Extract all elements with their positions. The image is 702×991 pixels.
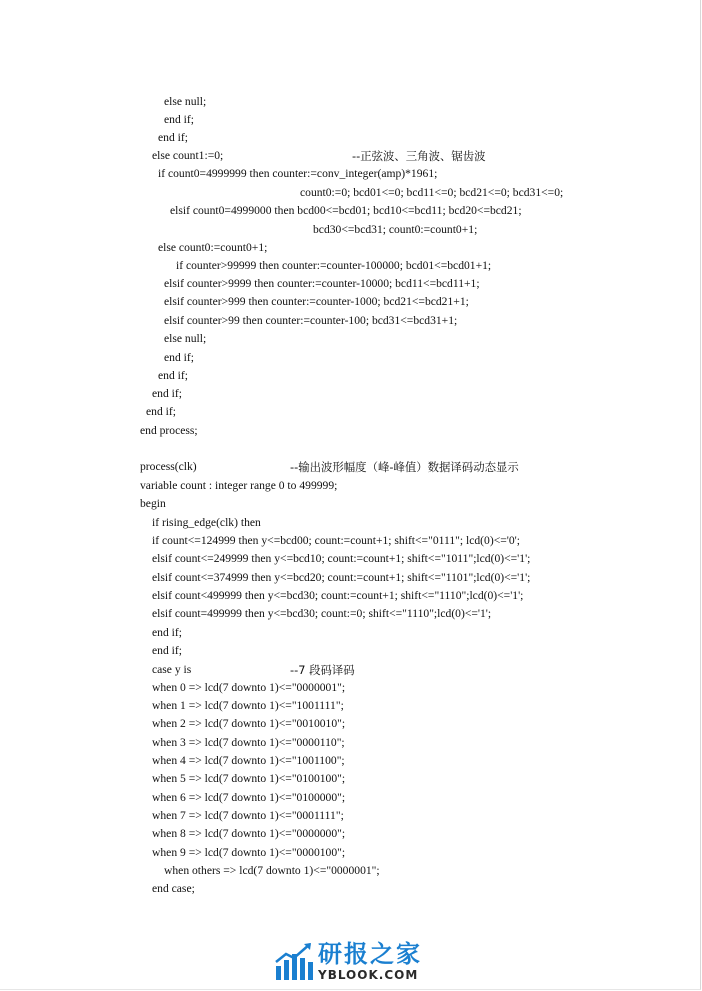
code-line: variable count : integer range 0 to 499999;: [140, 479, 338, 492]
code-line: elsif counter>9999 then counter:=counter-10000; bcd11<=bcd11+1;: [164, 277, 480, 290]
code-line: elsif count=499999 then y<=bcd30; count:=0; shift<="1110";lcd(0)<='1';: [152, 607, 492, 620]
code-line: end if;: [158, 369, 188, 382]
code-line: end if;: [146, 405, 176, 418]
code-line: end if;: [164, 351, 194, 364]
code-line: when 4 => lcd(7 downto 1)<="1001100";: [152, 754, 345, 767]
code-line: else null;: [164, 95, 207, 108]
code-line: else null;: [164, 332, 207, 345]
code-line: case y is --7 段码译码: [152, 663, 355, 677]
code-line: else count1:=0; --正弦波、三角波、锯齿波: [152, 149, 486, 163]
code-line: end if;: [158, 131, 188, 144]
code-line: when 2 => lcd(7 downto 1)<="0010010";: [152, 717, 346, 730]
code-comment: --7 段码译码: [290, 663, 355, 677]
code-line: end if;: [152, 387, 182, 400]
bar-chart-logo-icon: [274, 942, 316, 982]
code-line: elsif counter>999 then counter:=counter-1000; bcd21<=bcd21+1;: [164, 295, 469, 308]
code-line: elsif count<499999 then y<=bcd30; count:=count+1; shift<="1110";lcd(0)<='1';: [152, 589, 524, 602]
code-comment: --正弦波、三角波、锯齿波: [352, 149, 486, 163]
code-line: when 8 => lcd(7 downto 1)<="0000000";: [152, 827, 346, 840]
code-line: if rising_edge(clk) then: [152, 516, 261, 529]
code-line: when 7 => lcd(7 downto 1)<="0001111";: [152, 809, 344, 822]
code-line: if count0=4999999 then counter:=conv_integer(amp)*1961;: [158, 167, 438, 180]
code-line: end case;: [152, 882, 195, 895]
code-line: elsif count0=4999000 then bcd00<=bcd01; bcd10<=bcd11; bcd20<=bcd21;: [170, 204, 522, 217]
code-line: when others => lcd(7 downto 1)<="0000001";: [164, 864, 380, 877]
code-line: when 5 => lcd(7 downto 1)<="0100100";: [152, 772, 346, 785]
code-line: bcd30<=bcd31; count0:=count0+1;: [313, 223, 478, 236]
code-line: process(clk) --输出波形幅度（峰-峰值）数据译码动态显示: [140, 460, 519, 474]
code-line: when 1 => lcd(7 downto 1)<="1001111";: [152, 699, 344, 712]
code-line: when 9 => lcd(7 downto 1)<="0000100";: [152, 846, 346, 859]
code-line: end process;: [140, 424, 198, 437]
code-line: when 0 => lcd(7 downto 1)<="0000001";: [152, 681, 346, 694]
code-line: elsif count<=374999 then y<=bcd20; count:=count+1; shift<="1101";lcd(0)<='1';: [152, 571, 531, 584]
code-line: elsif count<=249999 then y<=bcd10; count:=count+1; shift<="1011";lcd(0)<='1';: [152, 552, 531, 565]
code-comment: --输出波形幅度（峰-峰值）数据译码动态显示: [290, 460, 519, 474]
code-line: count0:=0; bcd01<=0; bcd11<=0; bcd21<=0; bcd31<=0;: [300, 186, 564, 199]
code-line: when 6 => lcd(7 downto 1)<="0100000";: [152, 791, 346, 804]
code-line: begin: [140, 497, 166, 510]
logo-name: 研报之家: [318, 940, 422, 968]
code-line: when 3 => lcd(7 downto 1)<="0000110";: [152, 736, 345, 749]
code-line: if count<=124999 then y<=bcd00; count:=count+1; shift<="0111"; lcd(0)<='0';: [152, 534, 520, 547]
code-line: if counter>99999 then counter:=counter-100000; bcd01<=bcd01+1;: [176, 259, 492, 272]
yblook-logo: [274, 940, 434, 984]
code-line: end if;: [152, 626, 182, 639]
logo-url: YBLOOK.COM: [318, 968, 419, 982]
code-line: end if;: [164, 113, 194, 126]
code-line: end if;: [152, 644, 182, 657]
code-line: elsif counter>99 then counter:=counter-100; bcd31<=bcd31+1;: [164, 314, 458, 327]
code-line: else count0:=count0+1;: [158, 241, 268, 254]
